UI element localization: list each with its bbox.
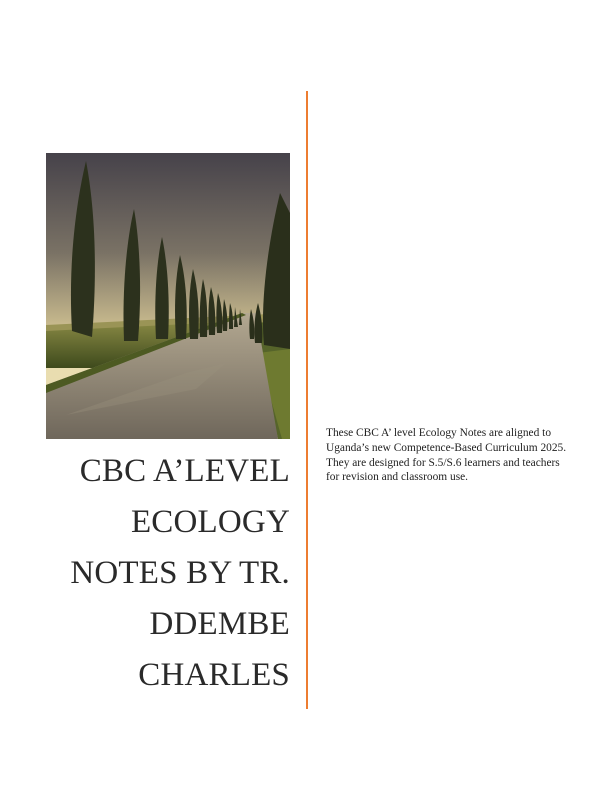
cypress-road-landscape-image xyxy=(46,153,290,439)
title-line-5: CHARLES xyxy=(138,657,290,693)
cover-description: These CBC A’ level Ecology Notes are aligned to Uganda’s new Competence-Based Curriculum 2025. They are designed for S.5/S.6 learners and teachers for revision and classroom use. xyxy=(326,427,567,484)
cover-title xyxy=(40,446,290,701)
vertical-divider xyxy=(306,91,308,709)
title-line-1: CBC A’LEVEL xyxy=(79,453,290,489)
title-line-4: DDEMBE xyxy=(149,606,290,642)
title-line-2: ECOLOGY xyxy=(130,504,290,540)
cover-photo xyxy=(46,153,290,439)
title-line-3: NOTES BY TR. xyxy=(70,555,290,591)
